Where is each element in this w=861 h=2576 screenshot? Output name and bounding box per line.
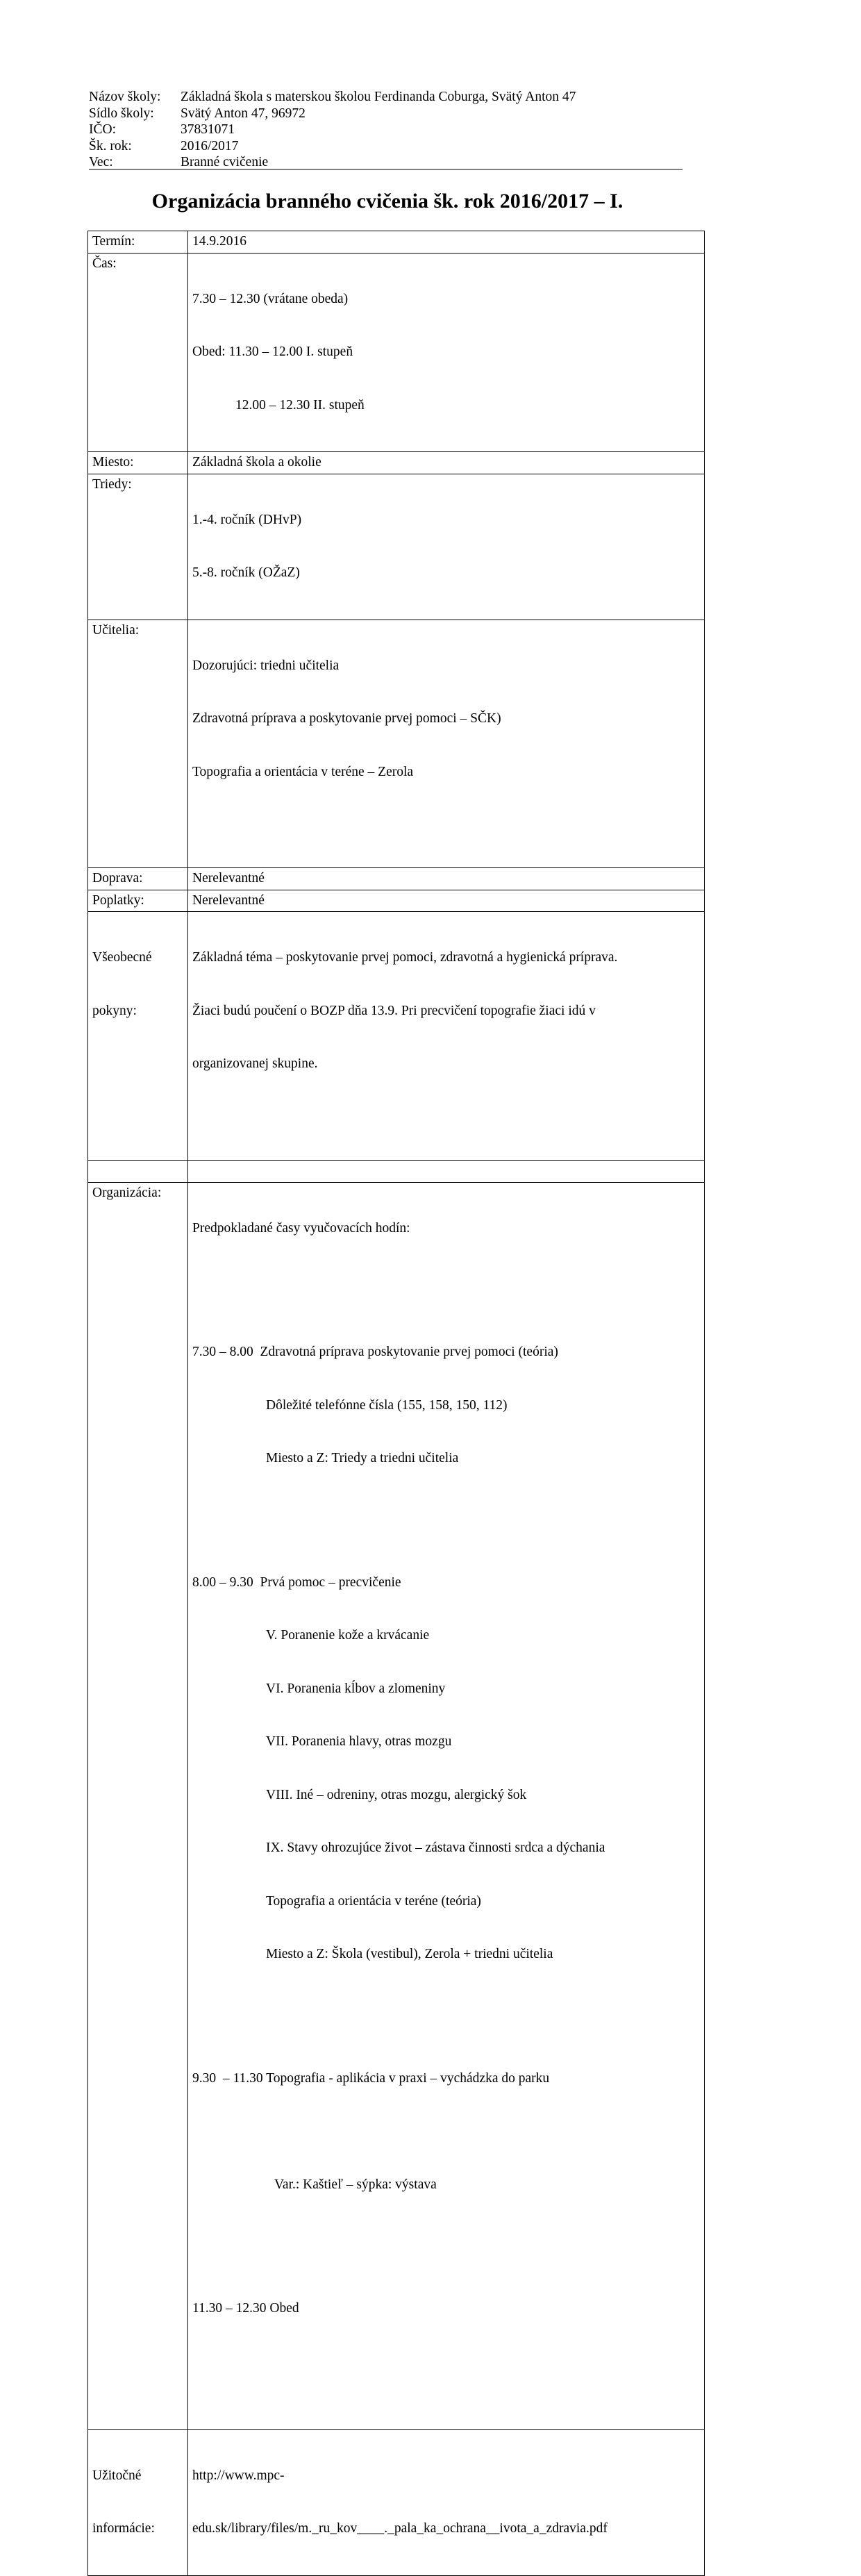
vseobecne-trailing-space — [192, 1108, 700, 1122]
schedule-block2-line-8: Miesto a Z: Škola (vestibul), Zerola + triedni učitelia — [266, 1947, 553, 1961]
label-miesto: Miesto: — [88, 452, 188, 474]
meta-value-school-year: 2016/2017 — [181, 138, 239, 153]
vseobecne-line-1: Základná téma – poskytovanie prvej pomoci, zdravotná a hygienická príprava. — [192, 950, 618, 965]
value-poplatky: Nerelevantné — [188, 890, 705, 912]
meta-row-ico — [89, 122, 686, 138]
meta-label-school-name: Názov školy: — [89, 90, 161, 104]
value-uzitocne-informacie[interactable] — [188, 2429, 705, 2575]
table-row-triedy — [88, 474, 705, 620]
ucitelia-line-1: Dozorujúci: triedni učitelia — [192, 658, 340, 673]
resource-url-line-1[interactable]: http://www.mpc- — [192, 2468, 285, 2483]
schedule-block2-line-1: 8.00 – 9.30 Prvá pomoc – precvičenie — [192, 1574, 401, 1590]
meta-label-school-year: Šk. rok: — [89, 138, 132, 153]
table-row-ucitelia — [88, 620, 705, 868]
meta-value-subject: Branné cvičenie — [181, 155, 269, 170]
label-poplatky: Poplatky: — [88, 890, 188, 912]
resource-url-line-2[interactable]: edu.sk/library/files/m._ru_kov____._pala_ka_ochrana__ivota_a_zdravia.pdf — [192, 2521, 608, 2536]
organizacia-gap-5 — [192, 2229, 700, 2247]
vseobecne-label-line-2: pokyny: — [92, 1003, 137, 1018]
value-cas — [188, 253, 705, 452]
label-doprava: Doprava: — [88, 868, 188, 890]
school-info-block — [89, 89, 686, 171]
schedule-block2-line-2: V. Poranenie kože a krvácanie — [266, 1628, 430, 1643]
vseobecne-line-3: organizovanej skupine. — [192, 1056, 318, 1071]
uzitocne-label-line-1: Užitočné — [92, 2468, 142, 2483]
ucitelia-line-2: Zdravotná príprava a poskytovanie prvej pomoci – SČK) — [192, 711, 501, 726]
value-vseobecne-pokyny — [188, 912, 705, 1161]
triedy-line-1: 1.-4. ročník (DHvP) — [192, 512, 302, 527]
table-row-poplatky — [88, 890, 705, 912]
table-row-termin — [88, 231, 705, 254]
ucitelia-line-3: Topografia a orientácia v teréne – Zerola — [192, 764, 414, 779]
organization-table — [87, 231, 705, 2576]
triedy-line-2: 5.-8. ročník (OŽaZ) — [192, 565, 300, 580]
vseobecne-line-2: Žiaci budú poučení o BOZP dňa 13.9. Pri precvičení topografie žiaci idú v — [192, 1003, 596, 1018]
organizacia-trailing-space — [192, 2353, 700, 2392]
table-row-cas — [88, 253, 705, 452]
table-row-organizacia — [88, 1182, 705, 2429]
cas-line-3: 12.00 – 12.30 II. stupeň — [235, 397, 365, 413]
schedule-block1-line-2: Dôležité telefónne čísla (155, 158, 150, 112) — [266, 1397, 508, 1413]
schedule-block2-line-6: IX. Stavy ohrozujúce život – zástava činnosti srdca a dýchania — [266, 1840, 605, 1855]
label-vseobecne-pokyny — [88, 912, 188, 1161]
schedule-block1-line-1: 7.30 – 8.00 Zdravotná príprava poskytovanie prvej pomoci (teória) — [192, 1345, 558, 1359]
schedule-block2-line-7: Topografia a orientácia v teréne (teória) — [266, 1893, 481, 1909]
cas-line-2: Obed: 11.30 – 12.00 I. stupeň — [192, 344, 353, 359]
value-organizacia — [188, 1182, 705, 2429]
vseobecne-label-line-1: Všeobecné — [92, 950, 152, 965]
table-row-doprava — [88, 868, 705, 890]
cas-line-1: 7.30 – 12.30 (vrátane obeda) — [192, 291, 349, 306]
meta-value-ico: 37831071 — [181, 122, 235, 138]
organizacia-intro: Predpokladané časy vyučovacích hodín: — [192, 1220, 410, 1236]
organizacia-gap-1 — [192, 1272, 700, 1290]
label-ucitelia: Učitelia: — [88, 620, 188, 868]
schedule-block4-line-1: 11.30 – 12.30 Obed — [192, 2301, 299, 2316]
label-cas: Čas: — [88, 253, 188, 452]
value-doprava: Nerelevantné — [188, 868, 705, 890]
value-miesto: Základná škola a okolie — [188, 452, 705, 474]
label-organizacia: Organizácia: — [88, 1182, 188, 2429]
meta-row-school-year — [89, 138, 686, 155]
schedule-block3-line-2: Var.: Kaštieľ – sýpka: výstava — [274, 2177, 437, 2192]
value-termin: 14.9.2016 — [188, 231, 705, 254]
table-row-vseobecne-pokyny — [88, 912, 705, 1161]
ucitelia-trailing-space — [192, 816, 700, 830]
meta-label-subject: Vec: — [89, 155, 113, 170]
label-triedy: Triedy: — [88, 474, 188, 620]
meta-label-ico: IČO: — [89, 122, 116, 138]
spacer-label-cell — [88, 1160, 188, 1182]
header-divider — [89, 169, 683, 170]
schedule-block2-line-3: VI. Poranenia kĺbov a zlomeniny — [266, 1681, 446, 1696]
schedule-block1-line-3: Miesto a Z: Triedy a triedni učitelia — [266, 1451, 459, 1465]
page-title: Organizácia branného cvičenia šk. rok 2016/2017 – I. — [151, 190, 624, 213]
schedule-block2-line-5: VIII. Iné – odreniny, otras mozgu, alergický šok — [266, 1787, 527, 1802]
meta-label-school-address: Sídlo školy: — [89, 106, 154, 121]
label-uzitocne-informacie — [88, 2429, 188, 2575]
value-ucitelia — [188, 620, 705, 868]
organizacia-gap-4 — [192, 2122, 700, 2141]
label-termin: Termín: — [88, 231, 188, 254]
table-row-spacer — [88, 1160, 705, 1182]
value-triedy — [188, 474, 705, 620]
meta-value-school-address: Svätý Anton 47, 96972 — [181, 106, 306, 121]
table-row-miesto — [88, 452, 705, 474]
schedule-block2-line-4: VII. Poranenia hlavy, otras mozgu — [266, 1734, 452, 1749]
schedule-block3-line-1: 9.30 – 11.30 Topografia - aplikácia v praxi – vychádzka do parku — [192, 2070, 550, 2086]
uzitocne-label-line-2: informácie: — [92, 2521, 155, 2536]
meta-row-school-address — [89, 106, 686, 122]
organizacia-gap-2 — [192, 1503, 700, 1521]
meta-row-school-name — [89, 89, 686, 106]
table-row-uzitocne-informacie — [88, 2429, 705, 2575]
spacer-value-cell — [188, 1160, 705, 1182]
organizacia-gap-3 — [192, 1999, 700, 2017]
meta-value-school-name: Základná škola s materskou školou Ferdinanda Coburga, Svätý Anton 47 — [181, 90, 576, 104]
